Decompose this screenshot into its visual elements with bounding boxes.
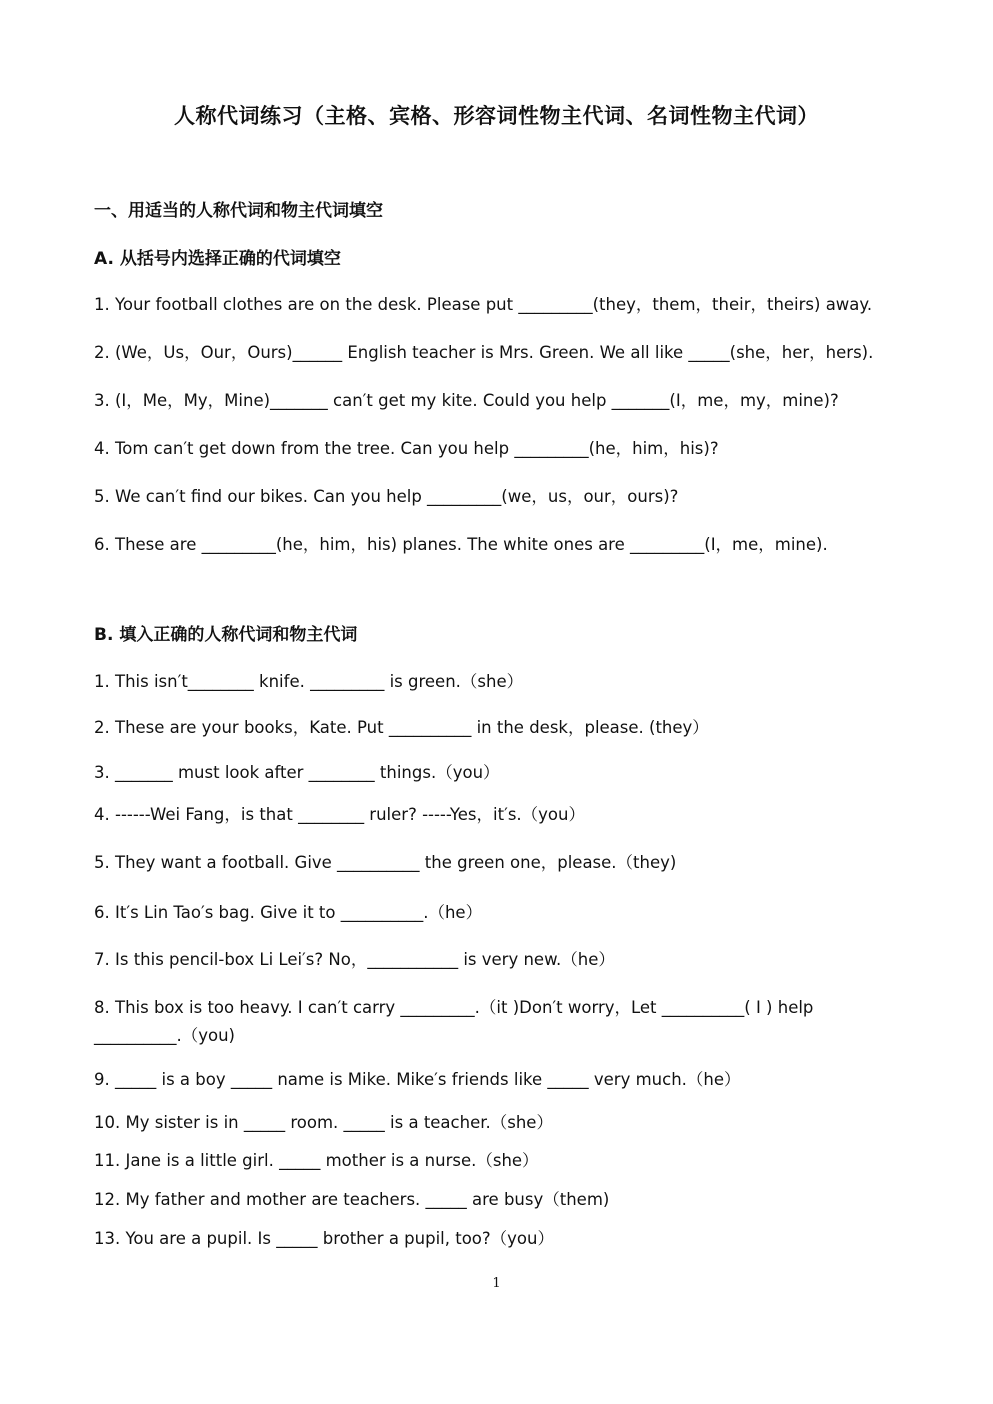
part-b-item-3: 3. _______ must look after ________ things.（you） xyxy=(94,763,500,782)
page-title: 人称代词练习（主格、宾格、形容词性物主代词、名词性物主代词） xyxy=(174,104,819,128)
part-a-item-1: 1. Your football clothes are on the desk. Please put _________(they，them，their，theirs) away. xyxy=(94,295,873,314)
page-number: 1 xyxy=(492,1276,501,1291)
part-a-item-6: 6. These are _________(he，him，his) planes. The white ones are _________(I，me，mine). xyxy=(94,535,828,554)
part-b-item-5: 5. They want a football. Give __________ the green one，please.（they) xyxy=(94,853,677,872)
part-a-item-2: 2. (We，Us，Our，Ours)______ English teacher is Mrs. Green. We all like _____(she，her，hers). xyxy=(94,343,874,362)
part-b-item-10: 10. My sister is in _____ room. _____ is a teacher.（she） xyxy=(94,1113,553,1132)
part-b-item-6: 6. It′s Lin Tao′s bag. Give it to __________.（he） xyxy=(94,903,483,922)
part-b-item-13: 13. You are a pupil. Is _____ brother a pupil, too?（you） xyxy=(94,1229,554,1248)
part-a-item-3: 3. (I，Me，My，Mine)_______ can′t get my kite. Could you help _______(I，me，my，mine)? xyxy=(94,391,839,410)
section-heading-one: 一、用适当的人称代词和物主代词填空 xyxy=(94,201,383,221)
part-b-item-2: 2. These are your books，Kate. Put __________ in the desk，please. (they） xyxy=(94,718,709,737)
part-b-item-1: 1. This isn′t________ knife. _________ is green.（she） xyxy=(94,672,524,691)
part-b-item-12: 12. My father and mother are teachers. _____ are busy（them) xyxy=(94,1190,610,1209)
part-b-item-8-continued: __________.（you) xyxy=(94,1026,235,1045)
part-b-item-9: 9. _____ is a boy _____ name is Mike. Mike′s friends like _____ very much.（he） xyxy=(94,1070,741,1089)
part-b-item-11: 11. Jane is a little girl. _____ mother is a nurse.（she） xyxy=(94,1151,539,1170)
part-b-item-4: 4. ------Wei Fang，is that ________ ruler? -----Yes，it′s.（you） xyxy=(94,805,585,824)
part-b-item-8: 8. This box is too heavy. I can′t carry _________.（it )Don′t worry，Let __________( I ) help xyxy=(94,998,814,1017)
part-a-item-5: 5. We can′t find our bikes. Can you help _________(we，us，our，ours)? xyxy=(94,487,679,506)
part-a-item-4: 4. Tom can′t get down from the tree. Can you help _________(he，him，his)? xyxy=(94,439,719,458)
part-b-heading: B. 填入正确的人称代词和物主代词 xyxy=(94,625,358,645)
part-b-item-7: 7. Is this pencil-box Li Lei′s? No，___________ is very new.（he） xyxy=(94,950,615,969)
part-a-heading: A. 从括号内选择正确的代词填空 xyxy=(94,249,341,269)
